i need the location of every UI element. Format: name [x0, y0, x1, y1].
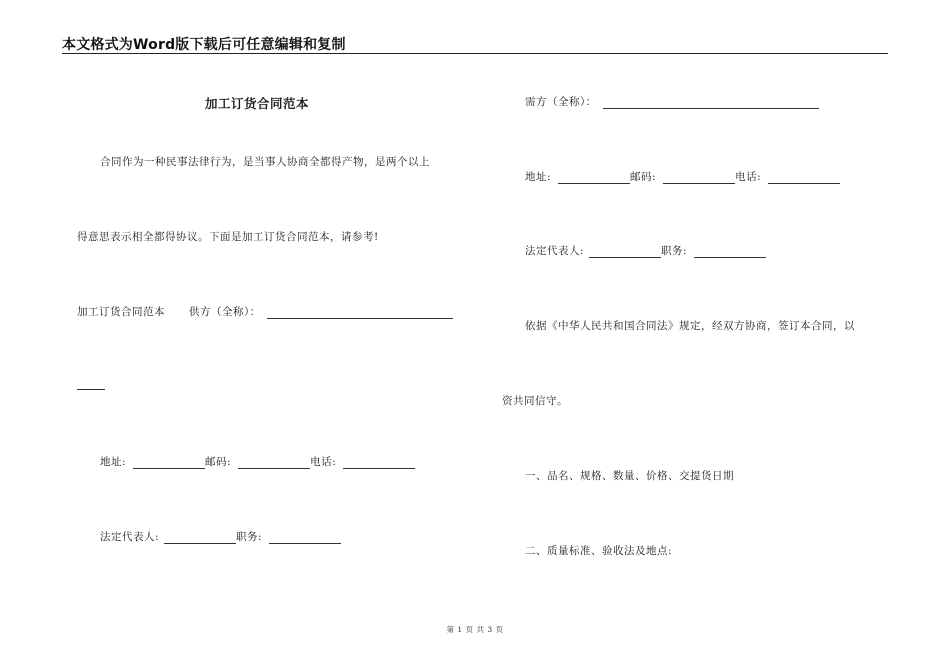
buyer-phone-label: 电话:	[735, 171, 762, 183]
position-label: 职务:	[236, 531, 263, 543]
legal-rep-blank	[164, 532, 236, 544]
header-rule	[62, 53, 888, 54]
legal-rep-label: 法定代表人:	[100, 531, 160, 543]
buyer-position-blank	[694, 246, 766, 258]
supplier-legal-rep-line	[100, 529, 341, 544]
address-blank	[133, 457, 205, 469]
buyer-postcode-label: 邮码:	[630, 171, 657, 183]
supplier-intro: 加工订货合同范本	[77, 306, 165, 318]
buyer-legal-rep-blank	[589, 246, 661, 258]
supplier-address-line	[100, 454, 415, 469]
document-title: 加工订货合同范本	[205, 96, 310, 111]
buyer-address-blank	[558, 172, 630, 184]
page-header-title: 本文格式为Word版下载后可任意编辑和复制	[62, 37, 346, 53]
buyer-line	[525, 94, 819, 109]
position-blank	[269, 532, 341, 544]
buyer-address-label: 地址:	[525, 171, 552, 183]
section-2-heading: 二、质量标准、验收法及地点:	[525, 545, 673, 557]
supplier-name-blank-continued	[77, 389, 105, 390]
supplier-name-blank	[267, 307, 453, 319]
buyer-phone-blank	[768, 172, 840, 184]
law-line-2: 资共同信守。	[502, 395, 568, 407]
phone-blank	[343, 457, 415, 469]
law-line-1: 依据《中华人民共和国合同法》规定，经双方协商，签订本合同，以	[525, 320, 855, 332]
buyer-label: 需方（全称）：	[525, 96, 597, 108]
buyer-postcode-blank	[663, 172, 735, 184]
supplier-line	[77, 304, 453, 319]
section-1-heading: 一、品名、规格、数量、价格、交提货日期	[525, 470, 734, 482]
postcode-label: 邮码:	[205, 456, 232, 468]
buyer-name-blank	[603, 97, 819, 109]
buyer-position-label: 职务:	[661, 245, 688, 257]
page-footer: 第 1 页 共 3 页	[446, 625, 504, 634]
buyer-address-line	[525, 169, 840, 184]
supplier-label: 供方（全称）：	[189, 306, 261, 318]
buyer-legal-rep-line	[525, 243, 766, 258]
intro-line-2: 得意思表示相全都得协议。下面是加工订货合同范本，请参考!	[77, 231, 379, 243]
phone-label: 电话:	[310, 456, 337, 468]
address-label: 地址:	[100, 456, 127, 468]
postcode-blank	[238, 457, 310, 469]
intro-line-1: 合同作为一种民事法律行为，是当事人协商全都得产物，是两个以上	[100, 156, 430, 168]
buyer-legal-rep-label: 法定代表人:	[525, 245, 585, 257]
